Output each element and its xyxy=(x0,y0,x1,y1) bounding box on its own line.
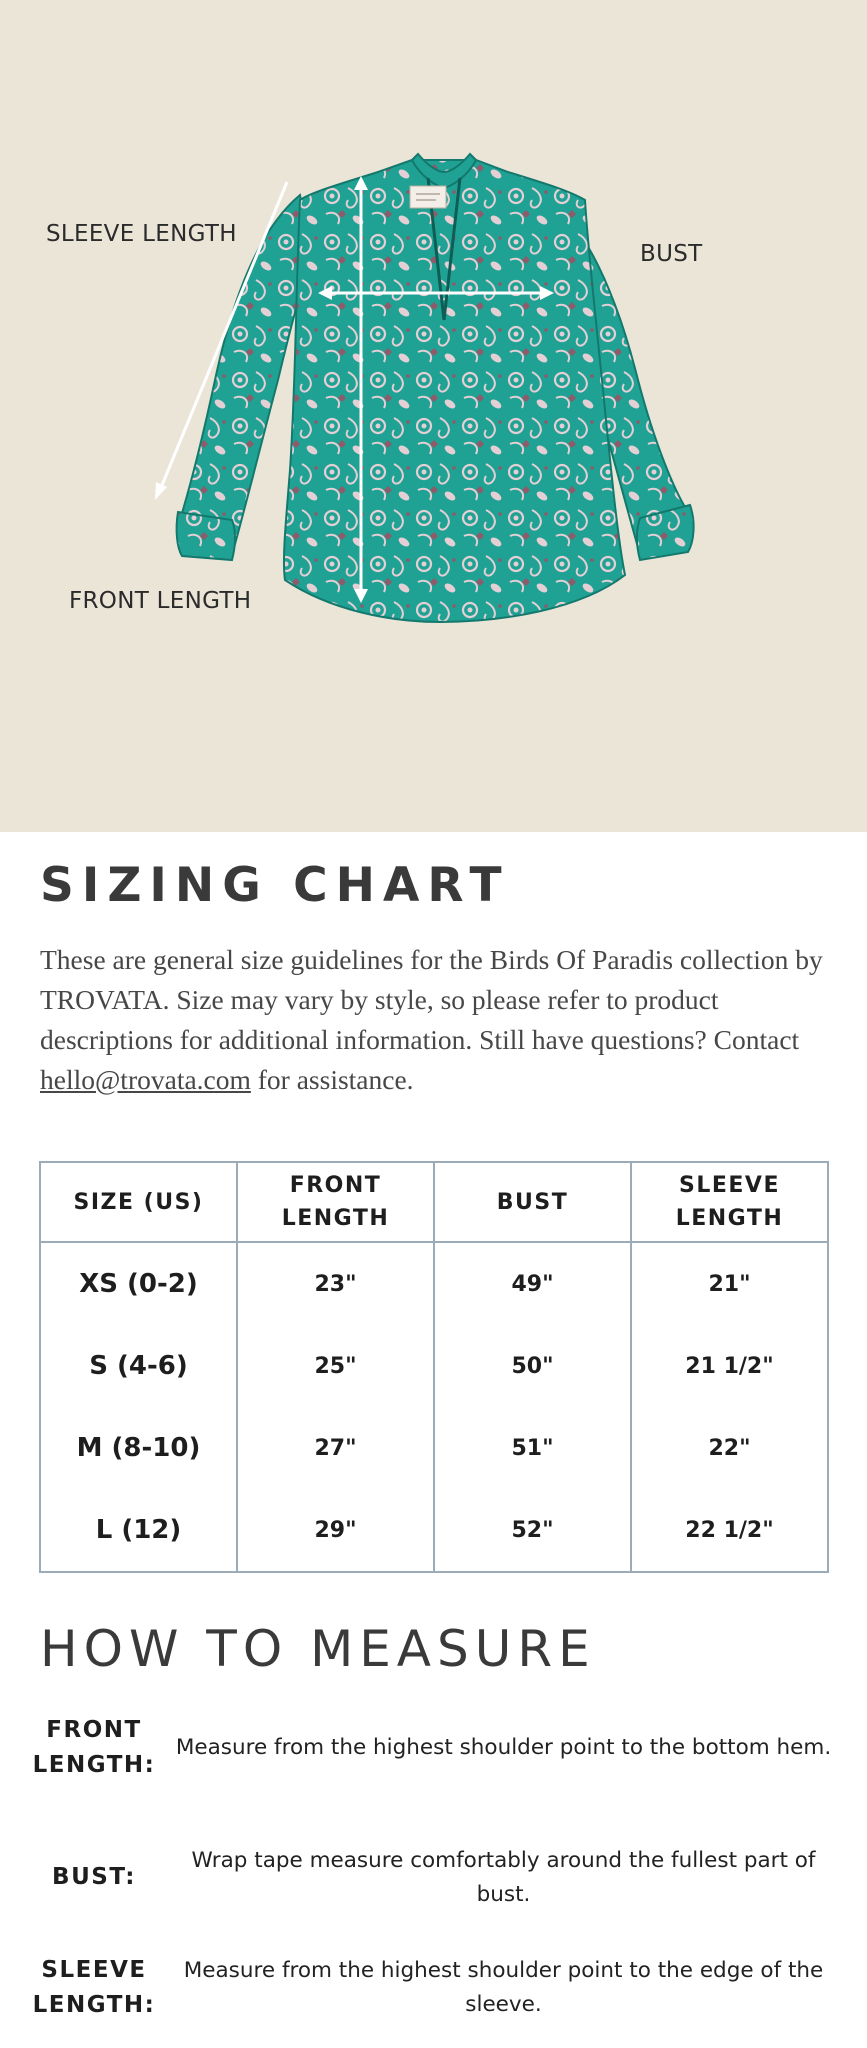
size-cell: L (12) xyxy=(40,1489,237,1572)
size-cell: M (8-10) xyxy=(40,1407,237,1489)
front-length-label: FRONT LENGTH xyxy=(69,588,252,614)
measure-term: FRONT LENGTH: xyxy=(32,1716,156,1778)
table-header-row xyxy=(40,1162,828,1242)
header-bust: BUST xyxy=(434,1162,631,1242)
bust-cell: 50" xyxy=(434,1325,631,1407)
front-length-cell: 29" xyxy=(237,1489,434,1572)
sleeve-length-cell: 21 1/2" xyxy=(631,1325,828,1407)
measure-description: Measure from the highest shoulder point to the bottom hem. xyxy=(175,1734,832,1760)
header-front-length: FRONT LENGTH xyxy=(237,1162,434,1242)
front-length-cell: 23" xyxy=(237,1242,434,1325)
table-row xyxy=(40,1325,828,1407)
measure-description: Wrap tape measure comfortably around the fullest part of bust. xyxy=(191,1847,816,1907)
measure-item-front-length xyxy=(30,1710,835,1785)
table-row xyxy=(40,1407,828,1489)
bust-label: BUST xyxy=(640,241,703,267)
sleeve-length-cell: 21" xyxy=(631,1242,828,1325)
measure-item-sleeve-length xyxy=(30,1950,835,2025)
sleeve-length-cell: 22" xyxy=(631,1407,828,1489)
product-measurement-image xyxy=(0,0,867,832)
sleeve-length-cell: 22 1/2" xyxy=(631,1489,828,1572)
sizing-table xyxy=(39,1161,829,1573)
bust-cell: 51" xyxy=(434,1407,631,1489)
measure-description: Measure from the highest shoulder point to the edge of the sleeve. xyxy=(183,1957,824,2017)
contact-email-link[interactable]: hello@trovata.com xyxy=(40,1064,251,1095)
table-row xyxy=(40,1489,828,1572)
front-length-cell: 25" xyxy=(237,1325,434,1407)
measure-term: BUST: xyxy=(52,1864,136,1890)
bust-cell: 49" xyxy=(434,1242,631,1325)
sleeve-length-label: SLEEVE LENGTH xyxy=(46,221,237,247)
size-cell: XS (0-2) xyxy=(40,1242,237,1325)
measure-item-bust xyxy=(30,1840,835,1915)
intro-text-end: for assistance. xyxy=(250,1064,414,1095)
header-size: SIZE (US) xyxy=(40,1162,237,1242)
front-length-cell: 27" xyxy=(237,1407,434,1489)
sizing-chart-title: SIZING CHART xyxy=(40,858,510,913)
how-to-measure-title: HOW TO MEASURE xyxy=(40,1620,596,1678)
bust-cell: 52" xyxy=(434,1489,631,1572)
header-sleeve-length: SLEEVE LENGTH xyxy=(631,1162,828,1242)
measure-term: SLEEVE LENGTH: xyxy=(32,1956,156,2018)
size-cell: S (4-6) xyxy=(40,1325,237,1407)
table-row xyxy=(40,1242,828,1325)
blouse-illustration xyxy=(0,0,867,832)
intro-paragraph xyxy=(40,940,840,1100)
intro-text: These are general size guidelines for the Birds Of Paradis collection by TROVATA. Size may vary by style, so please refer to product descriptions for additional information. Still have questions? Contact xyxy=(40,944,823,1055)
